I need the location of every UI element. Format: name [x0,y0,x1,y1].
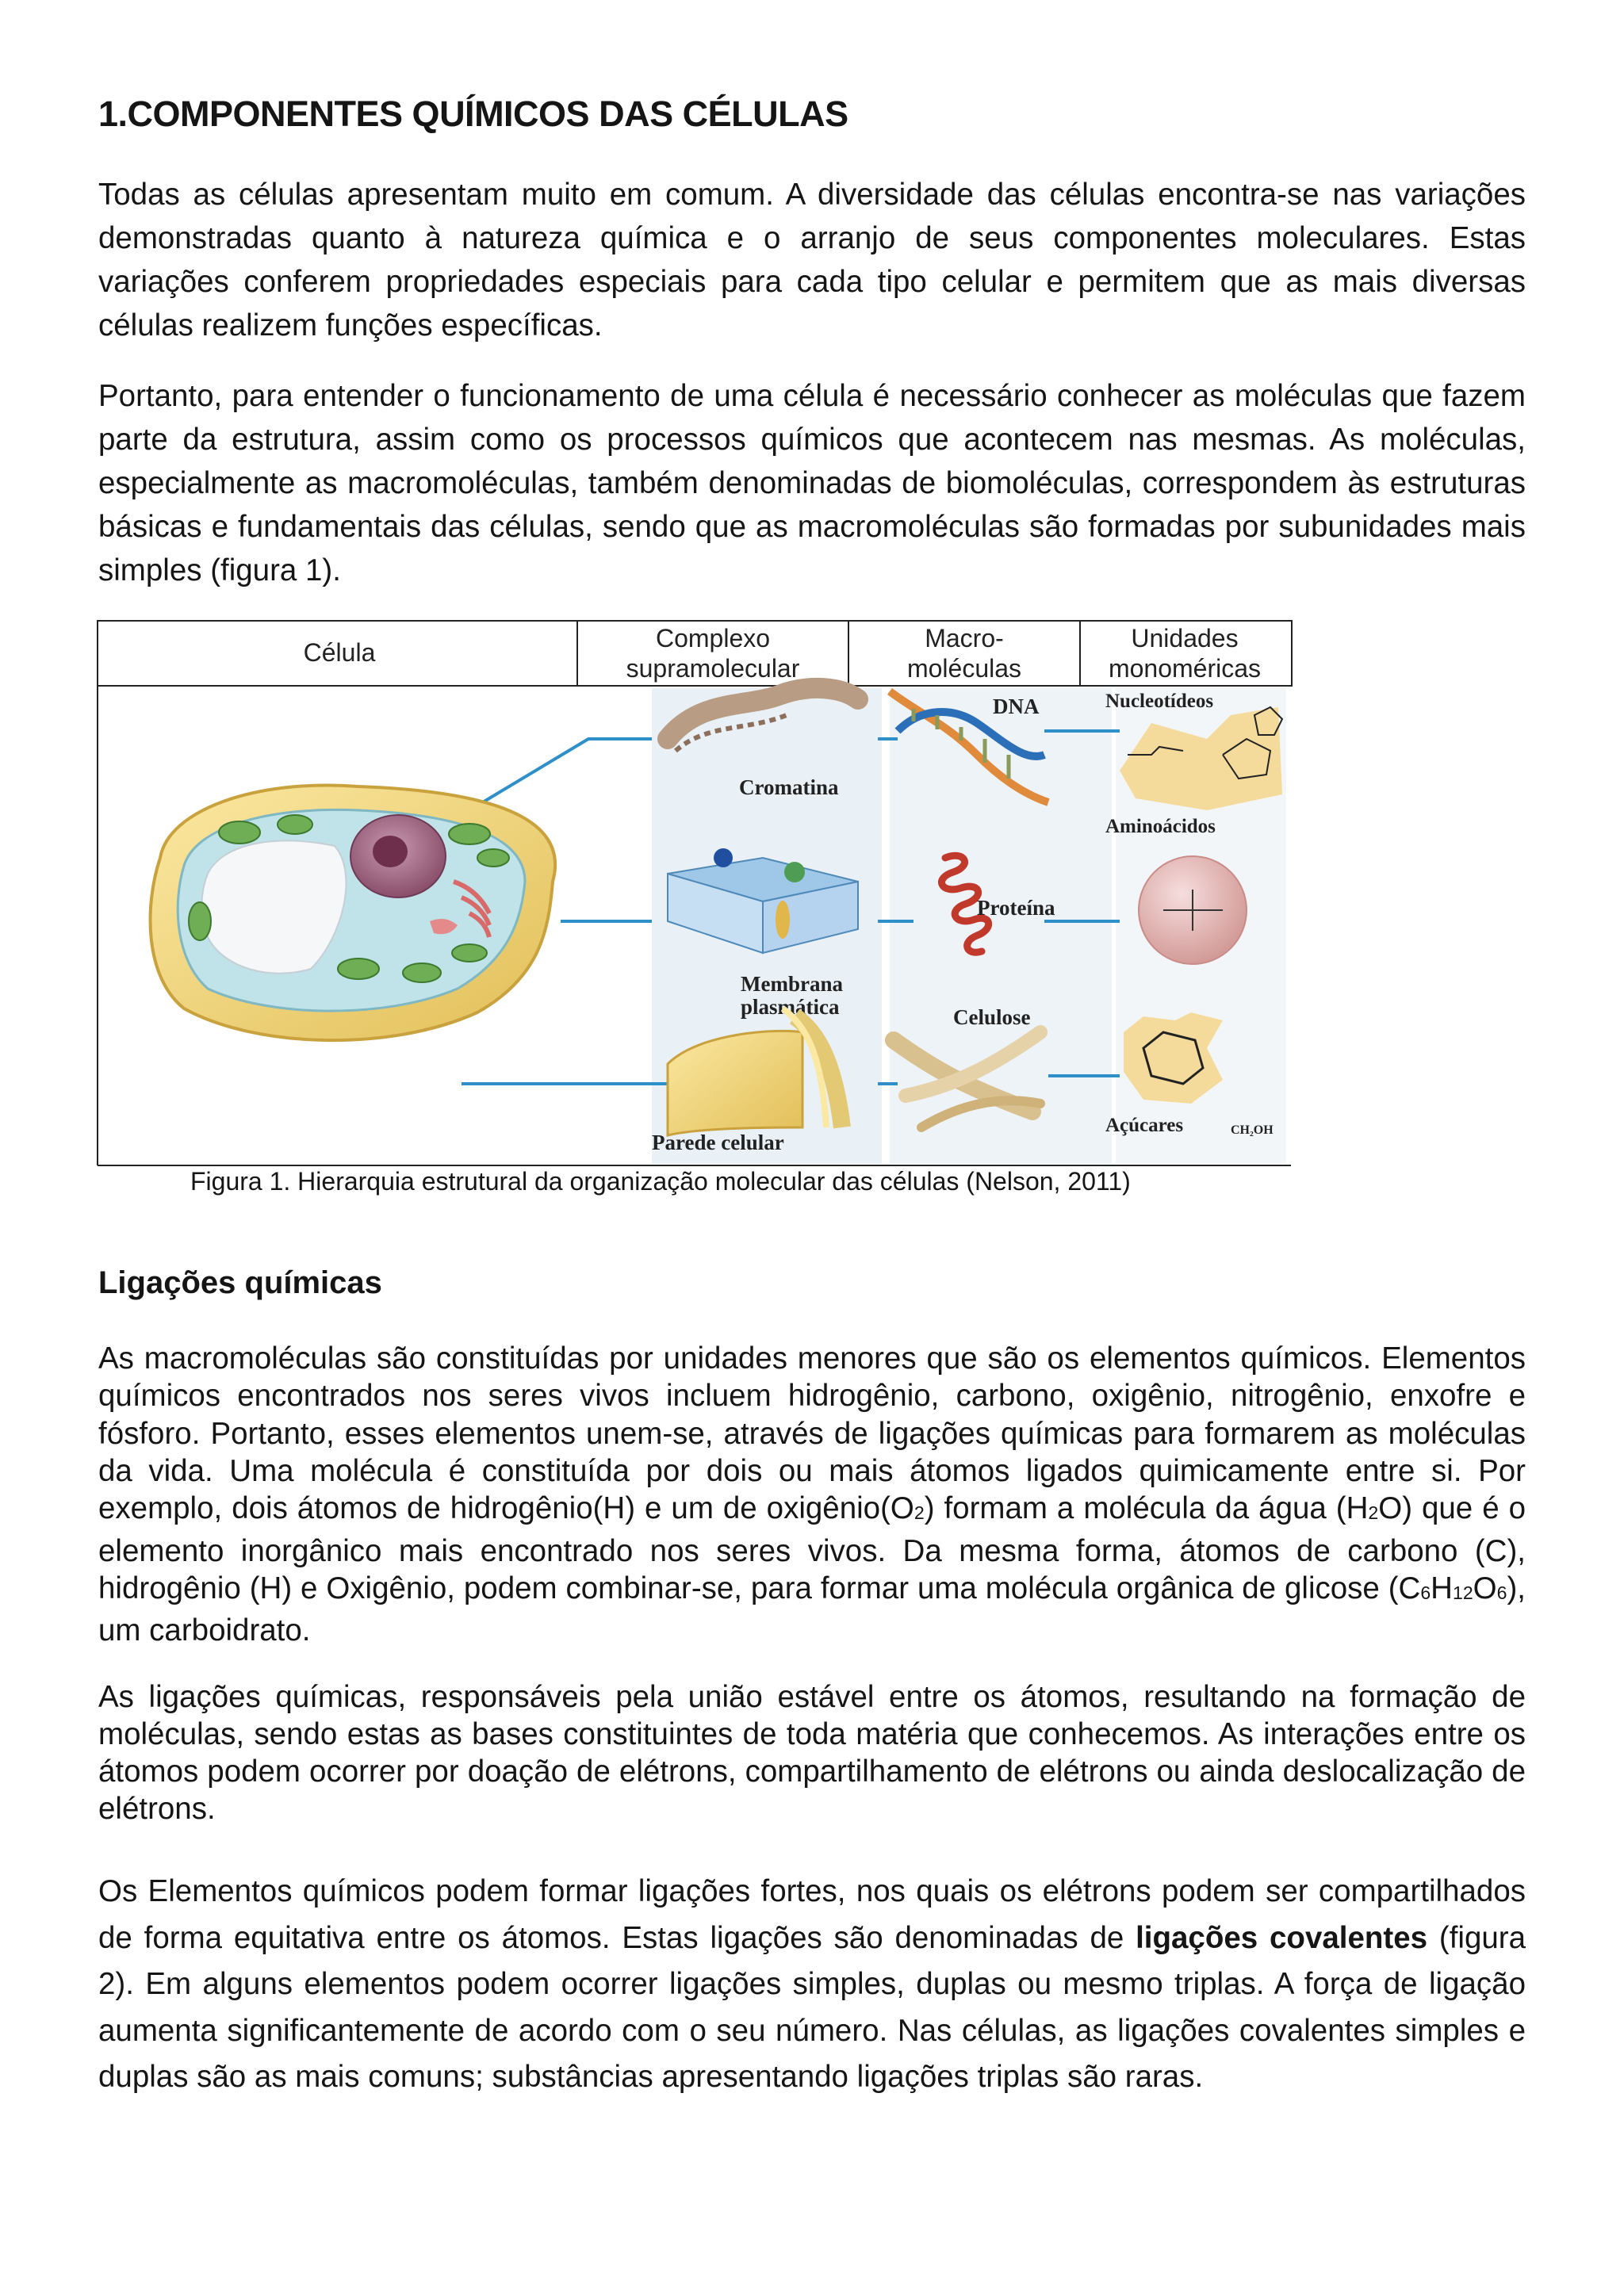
p3-text-e: O [1473,1571,1497,1605]
p5-bold-covalentes: ligações covalentes [1136,1920,1428,1955]
figure-caption: Figura 1. Hierarquia estrutural da organização molecular das células (Nelson, 2011) [190,1167,1131,1196]
header-macro-line2: moléculas [906,654,1022,683]
section-title-ligacoes: Ligações químicas [98,1265,382,1300]
label-parede-celular: Parede celular [652,1131,784,1154]
header-celula: Célula [303,638,376,667]
p3-text-c: O) que é o elemento inorgânico mais encontrado nos seres vivos. Da mesma forma, átomos de carbono (C), hidrogênio (H) e Oxigênio, podem combinar-se, para formar uma molécula orgânica de glicose (C [98,1491,1526,1605]
label-ch2oh: CH₂OH [1231,1123,1274,1137]
figure-1-hierarchy [97,620,1293,1169]
header-complexo-line2: supramolecular [626,654,800,683]
header-macro-line1: Macro- [925,624,1004,652]
label-dna: DNA [993,695,1040,718]
label-cromatina: Cromatina [739,775,839,799]
label-proteina: Proteína [977,896,1055,920]
label-nucleotideos: Nucleotídeos [1105,691,1214,712]
paragraph-bonds: As ligações químicas, responsáveis pela união estável entre os átomos, resultando na formação de moléculas, sendo estas as bases constituintes de toda matéria que conhecemos. As interações entre os átomos podem ocorrer por doação de elétrons, compartilhamento de elétrons ou ainda deslocalização de elétrons. [98,1680,1526,1826]
paragraph-molecules: Portanto, para entender o funcionamento de uma célula é necessário conhecer as moléculas que fazem parte da estrutura, assim como os processos químicos que acontecem nas mesmas. As moléculas, especialmente as macromoléculas, também denominadas de biomoléculas, correspondem às estruturas básicas e fundamentais das células, sendo que as macromoléculas são formadas por subunidades mais simples (figura 1). [98,379,1526,587]
page-title: 1.COMPONENTES QUÍMICOS DAS CÉLULAS [98,94,848,134]
p3-sub-o2: 2 [914,1502,925,1524]
paragraph-intro: Todas as células apresentam muito em comum. A diversidade das células encontra-se nas variações demonstradas quanto à natureza química e o arranjo de seus componentes moleculares. Estas variações conferem propriedades especiais para cada tipo celular e permitem que as mais diversas células realizem funções específicas. [98,178,1526,342]
p3-sub-h12: 12 [1452,1582,1473,1604]
p3-sub-o6: 6 [1496,1582,1507,1604]
p3-text-f: ), um carboidrato. [98,1571,1526,1648]
header-complexo-line1: Complexo [655,624,771,652]
label-aminoacidos: Aminoácidos [1105,816,1216,837]
p5-text-b: (figura 2). Em alguns elementos podem ocorrer ligações simples, duplas ou mesmo triplas. A força de ligação aumenta significantemente de acordo com o seu número. Nas células, as ligações covalentes simples e duplas são as mais comuns; substâncias apresentando ligações triplas são raras. [98,1920,1526,2094]
plant-cell-illustration [151,785,556,1040]
label-acucares: Açúcares [1105,1115,1184,1136]
p3-text-a: As macromoléculas são constituídas por unidades menores que são os elementos químicos. Elementos químicos encontrados nos seres vivos incluem hidrogênio, carbono, oxigênio, nitrogênio, enxofre e fósforo. Portanto, esses elementos unem-se, através de ligações químicas para formarem as moléculas da vida. Uma molécula é constituída por dois ou mais átomos ligados quimicamente entre si. Por exemplo, dois átomos de hidrogênio(H) e um de oxigênio(O [98,1341,1526,1526]
header-unidades-line1: Unidades [1131,624,1239,652]
p3-sub-c6: 6 [1420,1582,1431,1604]
header-unidades-line2: monoméricas [1108,654,1262,683]
label-celulose: Celulose [953,1005,1031,1029]
label-membrana-line2: plasmática [741,995,840,1019]
p5-text-a: Os Elementos químicos podem formar ligações fortes, nos quais os elétrons podem ser compartilhados de forma equitativa entre os átomos. Estas ligações são denominadas de [98,1874,1526,1955]
p3-text-b: ) formam a molécula da água (H [924,1491,1369,1526]
paragraph-covalent [98,1869,1526,2101]
paragraph-elements [98,1340,1526,1650]
figure-header-row [98,621,1292,686]
label-membrana-line1: Membrana [741,972,843,996]
p3-text-d: H [1431,1571,1453,1605]
p3-sub-h2: 2 [1368,1502,1379,1524]
